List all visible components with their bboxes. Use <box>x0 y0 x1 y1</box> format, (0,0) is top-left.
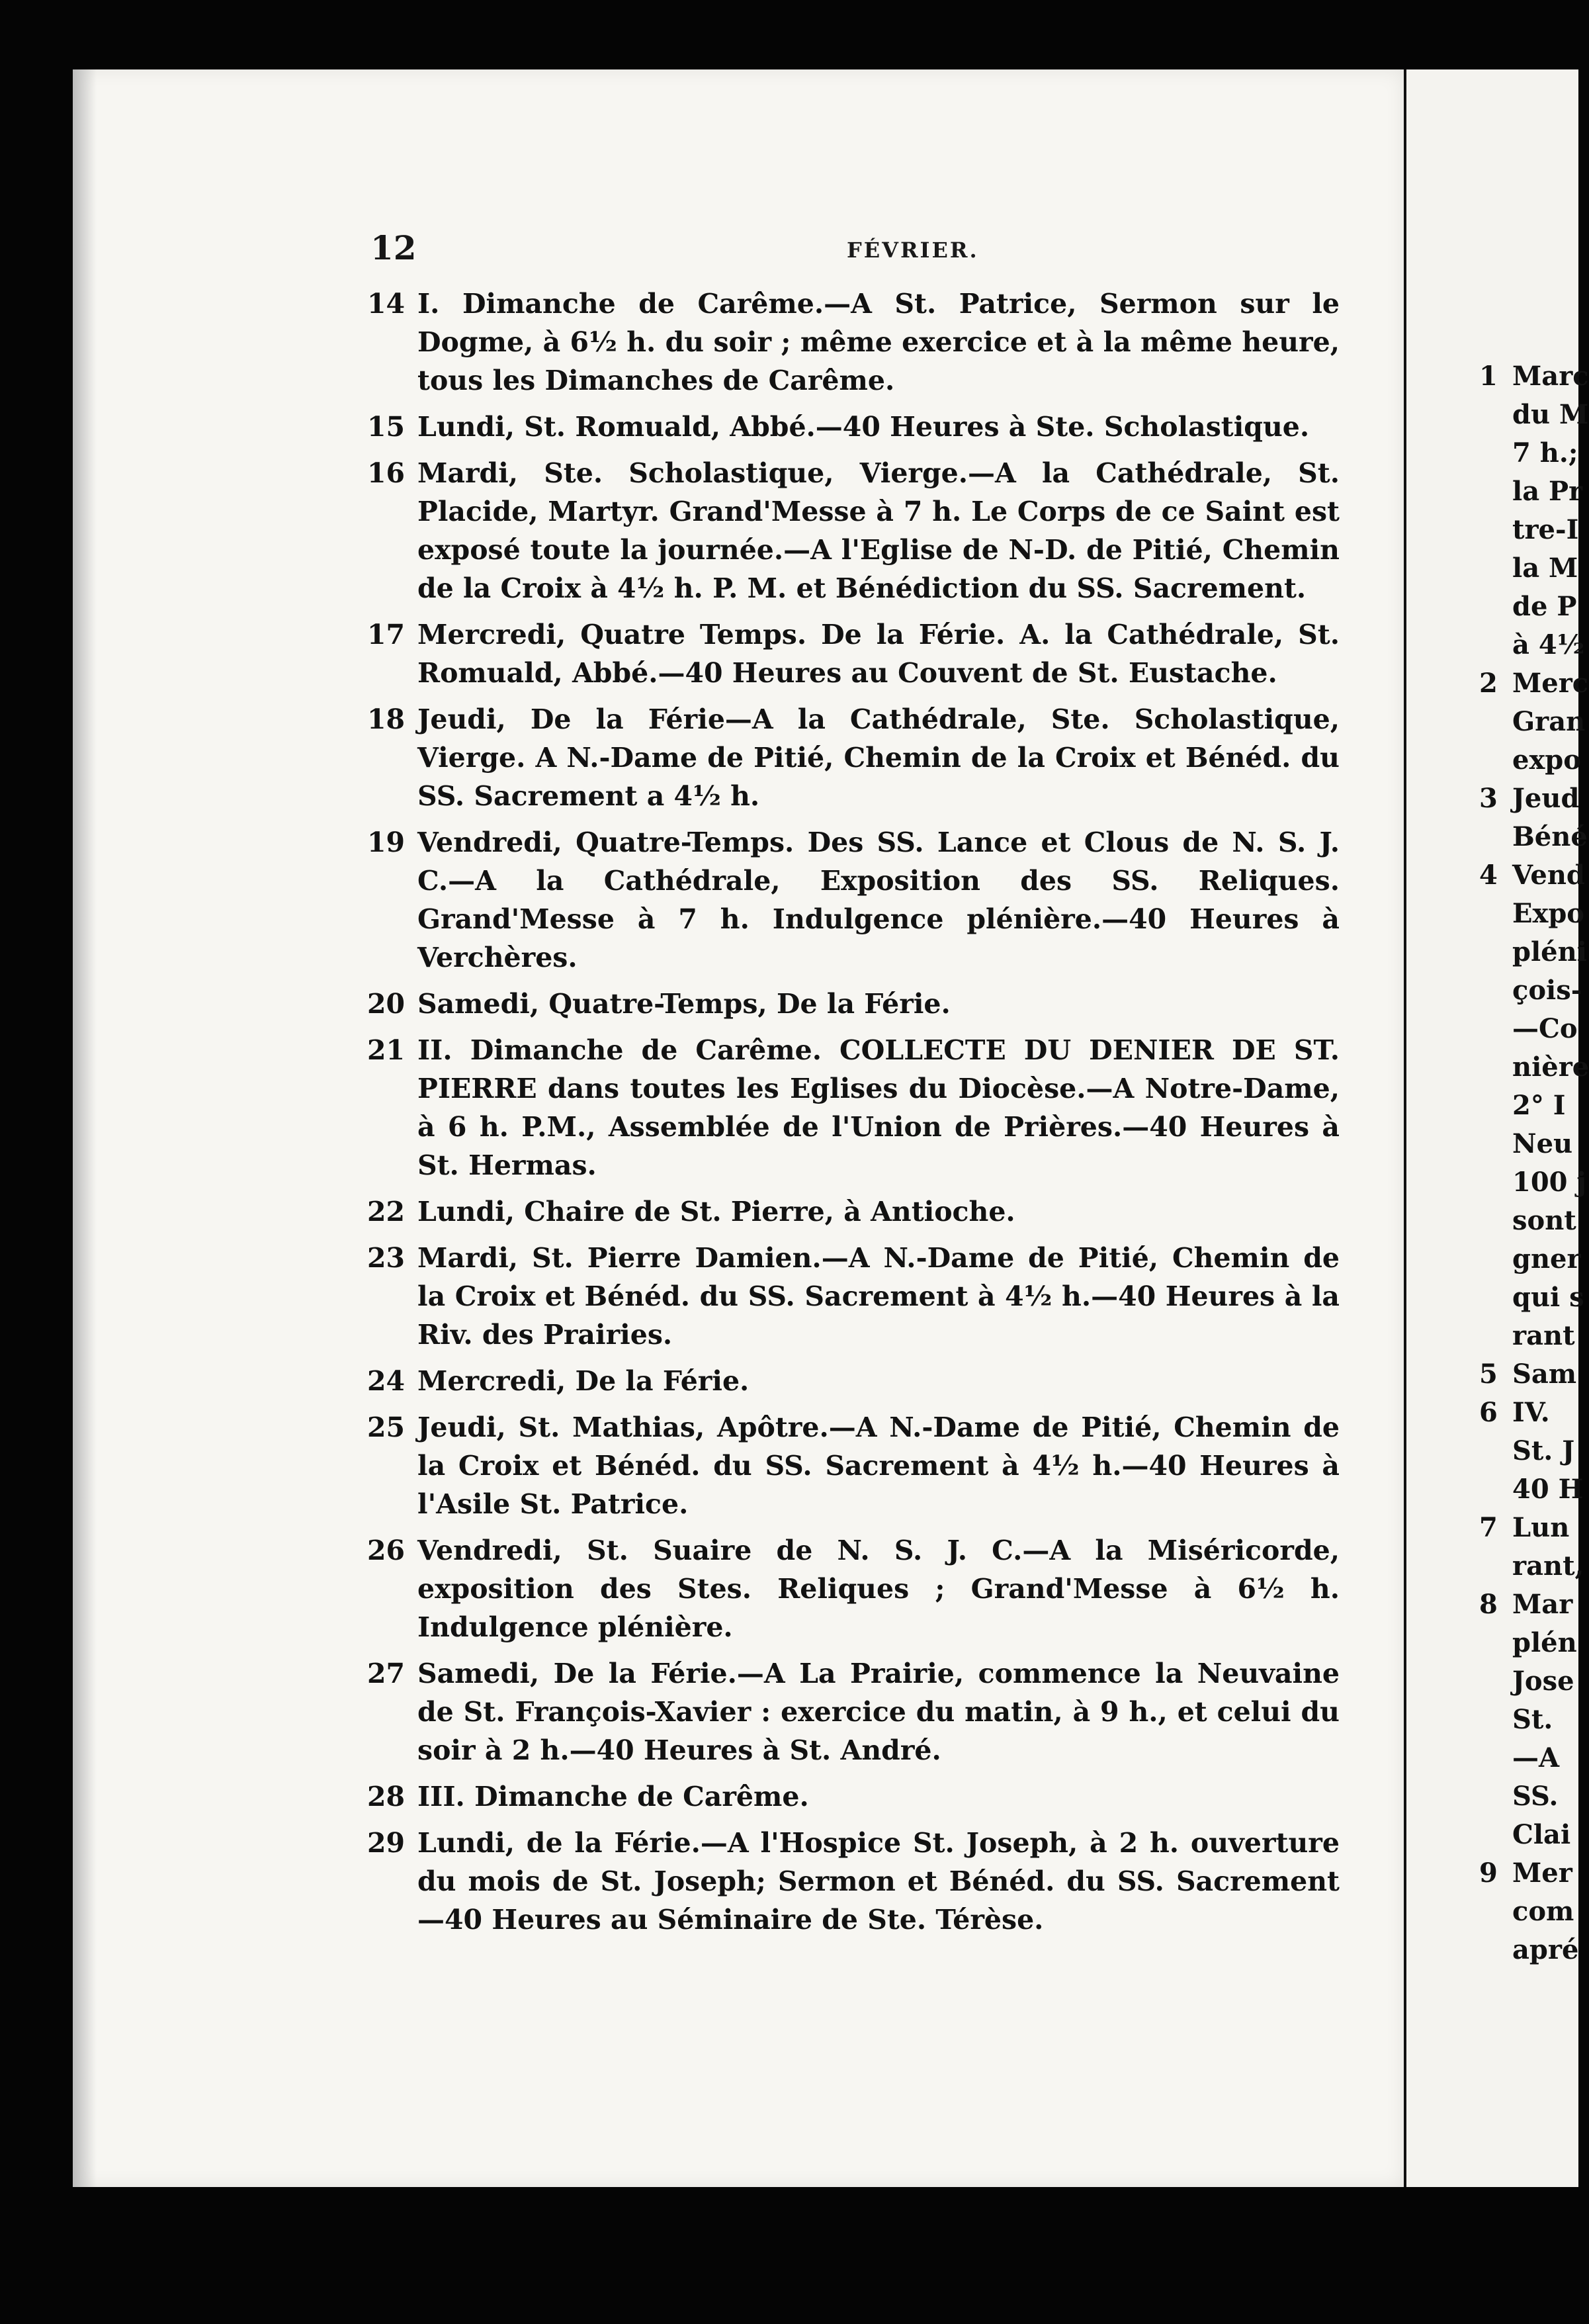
fragment-line: apré <box>1512 1934 1579 1965</box>
day-number: 18 <box>367 703 406 735</box>
calendar-entry <box>367 1531 1340 1646</box>
fragment-line: la Pr <box>1512 476 1583 507</box>
fragment-line: 100 j <box>1512 1167 1586 1198</box>
day-number: 26 <box>367 1535 406 1566</box>
fragment-line: IV. <box>1512 1397 1550 1428</box>
fragment-line: Expo <box>1512 898 1584 929</box>
fragment-entry <box>1479 664 1589 780</box>
fragment-line: rant <box>1512 1320 1575 1351</box>
entry-text: Jeudi, De la Férie—A la Cathédrale, Ste. Scholastique, Vierge. A N.-Dame de Pitié, Chemin de la Croix et Bénéd. du SS. Sacrement a 4½ h. <box>417 703 1340 812</box>
calendar-entry <box>367 1654 1340 1769</box>
entry-text: III. Dimanche de Carême. <box>417 1781 809 1812</box>
fragment-line: —Co <box>1512 1013 1578 1044</box>
calendar-entry <box>367 700 1340 815</box>
fragment-line: 40 H <box>1512 1474 1584 1505</box>
fragment-line: Marc <box>1512 361 1589 392</box>
fragment-day-number: 9 <box>1479 1857 1498 1889</box>
fragment-entry <box>1479 1854 1579 1969</box>
fragment-line: de P <box>1512 591 1577 622</box>
day-number: 24 <box>367 1365 406 1397</box>
fragment-line: 2° I <box>1512 1090 1566 1121</box>
fragment-day-number: 8 <box>1479 1589 1498 1620</box>
calendar-entry <box>367 823 1340 977</box>
calendar-entry <box>367 454 1340 607</box>
entry-text: Lundi, Chaire de St. Pierre, à Antioche. <box>417 1196 1015 1228</box>
fragment-line: Clai <box>1512 1819 1571 1850</box>
entry-text: Mercredi, De la Férie. <box>417 1365 750 1397</box>
fragment-entry <box>1479 780 1588 856</box>
fragment-lines <box>1512 1394 1583 1509</box>
calendar-entries <box>367 285 1340 1947</box>
fragment-day-number: 1 <box>1479 361 1498 392</box>
calendar-entry <box>367 285 1340 400</box>
day-number: 21 <box>367 1034 406 1066</box>
fragment-line: 7 h.; <box>1512 437 1578 469</box>
fragment-line: gner <box>1512 1243 1581 1274</box>
fragment-line: pléni <box>1512 936 1587 967</box>
fragment-line: SS. <box>1512 1781 1559 1812</box>
fragment-line: sont <box>1512 1205 1576 1236</box>
fragment-entry <box>1479 1509 1584 1586</box>
fragment-line: Lun <box>1512 1512 1570 1543</box>
fragment-lines <box>1512 1854 1578 1969</box>
day-number: 28 <box>367 1781 406 1812</box>
fragment-line: Mar <box>1512 1589 1573 1620</box>
fragment-line: com <box>1512 1896 1574 1927</box>
fragment-day-number: 6 <box>1479 1397 1498 1428</box>
fragment-line: Vend <box>1512 860 1585 891</box>
entry-text: Lundi, de la Férie.—A l'Hospice St. Joseph, à 2 h. ouverture du mois de St. Joseph; Sermon et Bénéd. du SS. Sacrement—40 Heures au Séminaire de Ste. Térèse. <box>417 1827 1340 1936</box>
day-number: 27 <box>367 1658 406 1689</box>
fragment-line: St. J <box>1512 1435 1575 1466</box>
calendar-entry <box>367 615 1340 692</box>
page-number: 12 <box>370 228 417 267</box>
fragment-entry <box>1479 856 1589 1355</box>
day-number: 20 <box>367 988 406 1020</box>
fragment-day-number: 4 <box>1479 860 1498 891</box>
fragment-lines <box>1512 664 1588 780</box>
day-number: 22 <box>367 1196 406 1228</box>
fragment-line: Béné <box>1512 821 1588 852</box>
day-number: 25 <box>367 1411 406 1443</box>
fragment-line: tre-I <box>1512 514 1579 545</box>
fragment-line: Jose <box>1512 1666 1574 1697</box>
fragment-day-number: 2 <box>1479 668 1498 699</box>
day-number: 19 <box>367 827 406 858</box>
fragment-lines <box>1512 357 1589 664</box>
entry-text: I. Dimanche de Carême.—A St. Patrice, Sermon sur le Dogme, à 6½ h. du soir ; même exercice et à la même heure, tous les Dimanches de Carême. <box>417 288 1340 396</box>
entry-text: Mercredi, Quatre Temps. De la Férie. A. la Cathédrale, St. Romuald, Abbé.—40 Heures au Couvent de St. Eustache. <box>417 619 1340 689</box>
day-number: 17 <box>367 619 406 650</box>
fragment-line: à 4½ <box>1512 629 1585 660</box>
calendar-entry <box>367 985 1340 1023</box>
fragment-line: plén <box>1512 1627 1577 1658</box>
fragment-day-number: 7 <box>1479 1512 1498 1543</box>
calendar-entry <box>367 1777 1340 1816</box>
fragment-line: expo <box>1512 744 1581 776</box>
running-head: FÉVRIER. <box>847 238 979 263</box>
fragment-line: St. <box>1512 1704 1553 1735</box>
fragment-line: la M <box>1512 553 1578 584</box>
calendar-entry <box>367 1362 1340 1400</box>
fragment-lines <box>1512 1509 1584 1586</box>
calendar-entry <box>367 1192 1340 1231</box>
page-gutter-shadow <box>73 69 97 2187</box>
fragment-line: nière <box>1512 1051 1589 1083</box>
fragment-line: —A <box>1512 1742 1560 1773</box>
entry-text: II. Dimanche de Carême. COLLECTE DU DENIER DE ST. PIERRE dans toutes les Eglises du Diocèse.—A Notre-Dame, à 6 h. P.M., Assemblée de l'Union de Prières.—40 Heures à St. Hermas. <box>417 1034 1340 1181</box>
calendar-entry <box>367 1031 1340 1184</box>
fragment-line: qui s <box>1512 1282 1584 1313</box>
fragment-line: rant, <box>1512 1550 1584 1582</box>
entry-text: Mardi, St. Pierre Damien.—A N.-Dame de Pitié, Chemin de la Croix et Bénéd. du SS. Sacrement à 4½ h.—40 Heures à la Riv. des Prairies. <box>417 1242 1340 1351</box>
day-number: 29 <box>367 1827 406 1859</box>
day-number: 14 <box>367 288 406 320</box>
fragment-day-number: 3 <box>1479 783 1498 814</box>
entry-text: Samedi, De la Férie.—A La Prairie, commence la Neuvaine de St. François-Xavier : exercice du matin, à 9 h., et celui du soir à 2 h.—40 Heures à St. André. <box>417 1658 1340 1766</box>
fragment-lines <box>1512 856 1589 1355</box>
fragment-line: Gran <box>1512 706 1586 737</box>
fragment-entry <box>1479 357 1589 664</box>
entry-text: Samedi, Quatre-Temps, De la Férie. <box>417 988 951 1020</box>
fragment-line: Jeud <box>1512 783 1580 814</box>
page-header <box>370 228 1330 275</box>
calendar-entry <box>367 1408 1340 1523</box>
calendar-entry <box>367 1824 1340 1939</box>
entry-text: Lundi, St. Romuald, Abbé.—40 Heures à Ste. Scholastique. <box>417 411 1310 443</box>
entry-text: Jeudi, St. Mathias, Apôtre.—A N.-Dame de Pitié, Chemin de la Croix et Bénéd. du SS. Sacrement à 4½ h.—40 Heures à l'Asile St. Patrice. <box>417 1411 1340 1520</box>
fragment-entry <box>1479 1355 1576 1394</box>
fragment-line: du M <box>1512 399 1589 430</box>
entry-text: Vendredi, St. Suaire de N. S. J. C.—A la Miséricorde, exposition des Stes. Reliques ; Grand'Messe à 6½ h. Indulgence plénière. <box>417 1535 1340 1643</box>
calendar-entry <box>367 408 1340 446</box>
fragment-lines <box>1512 780 1588 856</box>
fragment-line: Merc <box>1512 668 1589 699</box>
fragment-line: Sam <box>1512 1359 1577 1390</box>
day-number: 16 <box>367 457 406 489</box>
fragment-line: çois- <box>1512 975 1582 1006</box>
fragment-entry <box>1479 1394 1584 1509</box>
fragment-lines <box>1512 1355 1576 1394</box>
entry-text: Mardi, Ste. Scholastique, Vierge.—A la Cathédrale, St. Placide, Martyr. Grand'Messe à 7 h. Le Corps de ce Saint est exposé toute la journée.—A l'Eglise de N-D. de Pitié, Chemin de la Croix à 4½ h. P. M. et Bénédiction du SS. Sacrement. <box>417 457 1340 604</box>
fragment-day-number: 5 <box>1479 1359 1498 1390</box>
entry-text: Vendredi, Quatre-Temps. Des SS. Lance et Clous de N. S. J. C.—A la Cathédrale, Exposition des SS. Reliques. Grand'Messe à 7 h. Indulgence plénière.—40 Heures à Verchères. <box>417 827 1340 973</box>
day-number: 23 <box>367 1242 406 1274</box>
next-page-fragments <box>1479 357 1589 1969</box>
fragment-entry <box>1479 1586 1576 1854</box>
fragment-lines <box>1512 1586 1577 1854</box>
fragment-line: Mer <box>1512 1857 1572 1889</box>
day-number: 15 <box>367 411 406 443</box>
fragment-line: Neu <box>1512 1128 1573 1159</box>
calendar-entry <box>367 1239 1340 1354</box>
